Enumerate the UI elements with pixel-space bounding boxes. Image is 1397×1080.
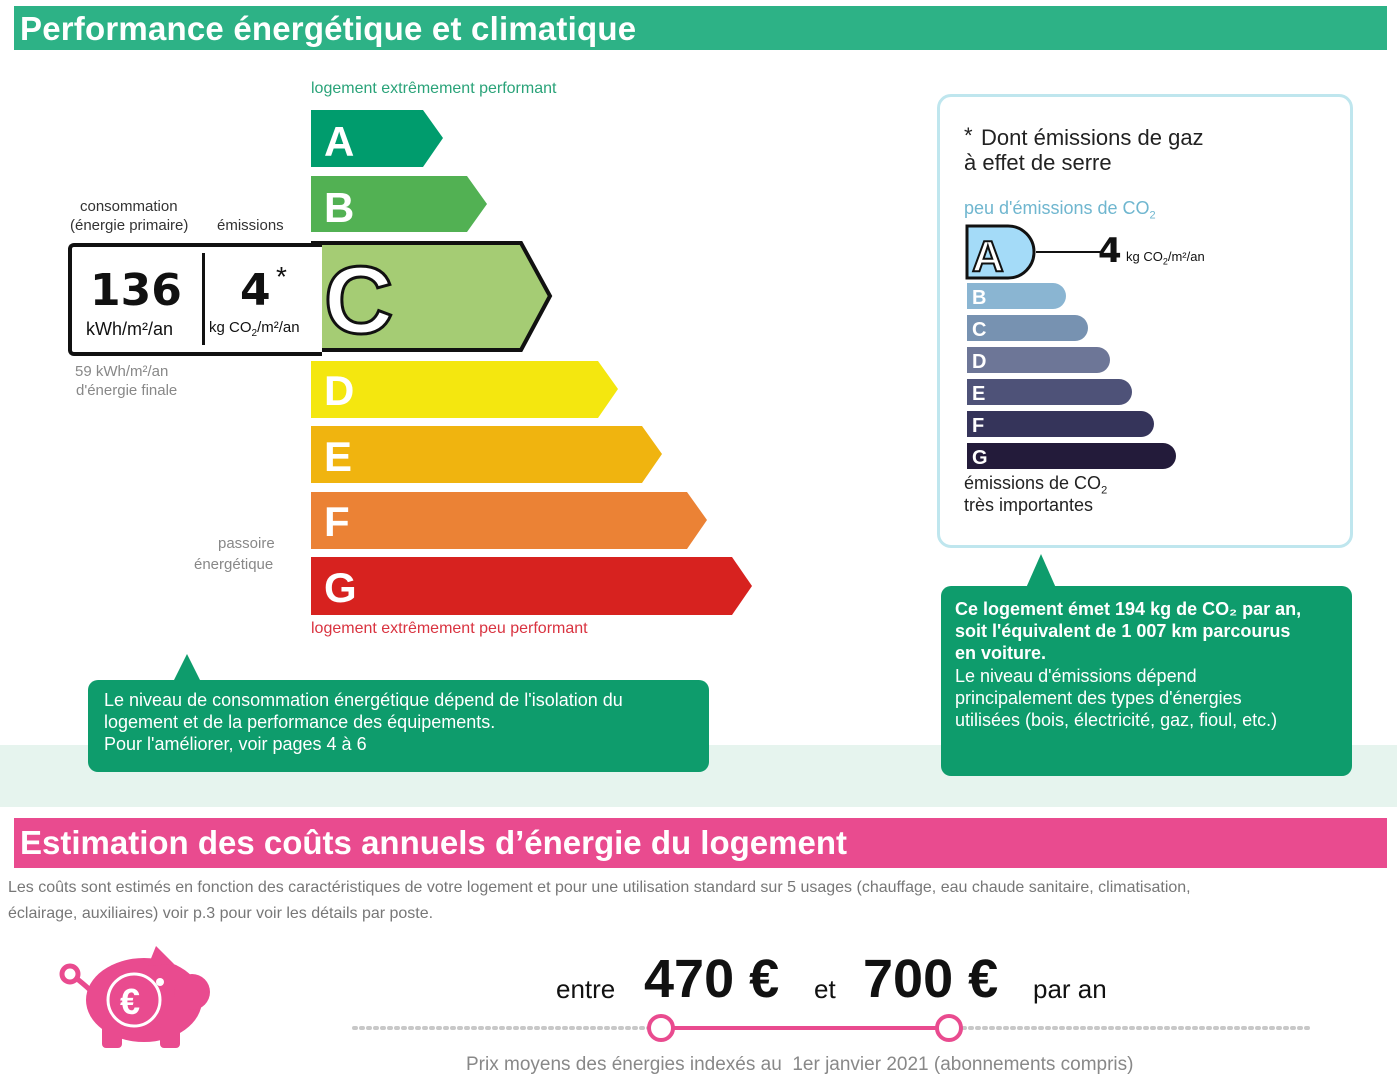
emissions-label: émissions <box>217 217 284 234</box>
ges-title-1: Dont émissions de gaz <box>981 125 1204 150</box>
ges-letter-g: G <box>972 447 988 469</box>
ges-bubble-line-5: principalement des types d'énergies <box>955 688 1242 708</box>
ges-bar-f <box>967 411 1154 437</box>
performance-header <box>14 6 1387 50</box>
consumption-unit: kWh/m²/an <box>86 319 174 339</box>
ges-letter-f: F <box>972 415 985 437</box>
dpe-bar-b <box>311 176 487 232</box>
ges-value: 4 <box>1098 231 1122 271</box>
dpe-bubble-line-1: Le niveau de consommation énergétique dépend de l'isolation du <box>104 690 623 710</box>
ges-bar-d <box>967 347 1110 373</box>
dpe-bar-c <box>313 243 550 354</box>
ges-unit: kg $CO_2/m^2/an$ <box>1126 249 1205 267</box>
dpe-scale <box>300 105 770 625</box>
dpe-bar-f <box>311 492 707 549</box>
final-energy-label: d'énergie finale <box>76 382 178 399</box>
cost-range-high-marker <box>937 1016 961 1040</box>
value-divider <box>202 253 205 345</box>
emissions-unit: kg $CO_2/m^2/an$ <box>209 319 300 339</box>
costs-description-2: éclairage, auxiliaires) voir p.3 pour voir les détails par poste. <box>8 905 434 922</box>
cost-range-scale <box>350 1012 1320 1046</box>
ges-bubble-line-3: en voiture. <box>955 643 1047 663</box>
dpe-letter-g: G <box>324 564 357 611</box>
ges-letter-e: E <box>972 383 986 405</box>
cost-high-value: 700 € <box>863 949 999 1009</box>
ges-bar-e <box>967 379 1132 405</box>
dpe-letter-e: E <box>324 433 353 480</box>
ges-title-star: * <box>964 123 973 148</box>
dpe-value-box <box>68 243 322 356</box>
passoire-sublabel: énergétique <box>194 556 274 573</box>
consumption-label: consommation <box>80 198 178 215</box>
dpe-letter-f: F <box>324 498 350 545</box>
dpe-top-label: logement extrêmement performant <box>311 80 557 97</box>
consumption-value: 136 <box>90 265 182 316</box>
ges-bubble-pointer <box>1026 554 1056 588</box>
dpe-bar-d <box>311 361 618 418</box>
ges-bar-c <box>967 315 1088 341</box>
ges-letter-d: D <box>972 351 987 373</box>
final-energy-value: 59 kWh/m²/an <box>75 363 169 380</box>
ges-bar-b <box>967 283 1066 309</box>
ges-top-label: peu d'émissions de $CO_2$ <box>964 198 1156 222</box>
dpe-letter-d: D <box>324 367 355 414</box>
dpe-bubble-line-3: Pour l'améliorer, voir pages 4 à 6 <box>104 734 367 754</box>
cost-per-year-label: par an <box>1033 974 1107 1004</box>
ges-bar-a <box>967 226 1100 281</box>
dpe-bar-a <box>311 110 443 167</box>
ges-bottom-label-2: très importantes <box>964 495 1094 515</box>
dpe-letter-a: A <box>324 118 355 165</box>
cost-low-value: 470 € <box>644 949 780 1009</box>
cost-between-label: entre <box>556 974 616 1004</box>
passoire-label: passoire <box>218 535 275 552</box>
emissions-value: 4 <box>240 265 271 316</box>
ges-info-bubble <box>941 586 1352 776</box>
emissions-star: * <box>276 261 287 292</box>
cost-range-low-marker <box>649 1016 673 1040</box>
dpe-bottom-label: logement extrêmement peu performant <box>311 620 588 637</box>
ges-letter-b: B <box>972 287 987 309</box>
ges-bubble-line-2: soit l'équivalent de 1 007 km parcourus <box>955 621 1291 641</box>
ges-bubble-line-1: Ce logement émet 194 kg de CO₂ par an, <box>955 599 1302 619</box>
dpe-letter-c: C <box>324 247 394 354</box>
costs-header <box>14 818 1387 868</box>
ges-letter-c: C <box>972 319 987 341</box>
ges-bottom-label: émissions de $CO_2$ <box>964 473 1108 497</box>
dpe-info-bubble <box>88 680 709 772</box>
ges-bubble-line-4: Le niveau d'émissions dépend <box>955 666 1197 686</box>
costs-title: Estimation des coûts annuels d’énergie du logement <box>20 824 847 861</box>
ges-bubble-line-6: utilisées (bois, électricité, gaz, fioul, etc.) <box>955 710 1278 730</box>
piggy-bank-icon <box>56 940 216 1052</box>
performance-title: Performance énergétique et climatique <box>20 10 637 47</box>
ges-bar-g <box>967 443 1176 469</box>
dpe-bar-e <box>311 426 662 483</box>
dpe-bar-g <box>311 557 752 615</box>
dpe-bubble-line-2: logement et de la performance des équipements. <box>104 712 496 732</box>
ges-box <box>937 94 1353 548</box>
piggy-euro-symbol: € <box>120 981 141 1022</box>
costs-footnote: Prix moyens des énergies indexés au 1er janvier 2021 (abonnements compris) <box>466 1054 1134 1075</box>
dpe-letter-b: B <box>324 184 355 231</box>
ges-letter-a: A <box>972 232 1004 281</box>
cost-and-label: et <box>814 974 836 1004</box>
ges-title-2: à effet de serre <box>964 150 1112 175</box>
costs-description-1: Les coûts sont estimés en fonction des caractéristiques de votre logement et pour une utilisation standard sur 5 usages (chauffage, eau chaude sanitaire, climatisation, <box>8 879 1191 896</box>
consumption-sublabel: (énergie primaire) <box>70 217 189 234</box>
